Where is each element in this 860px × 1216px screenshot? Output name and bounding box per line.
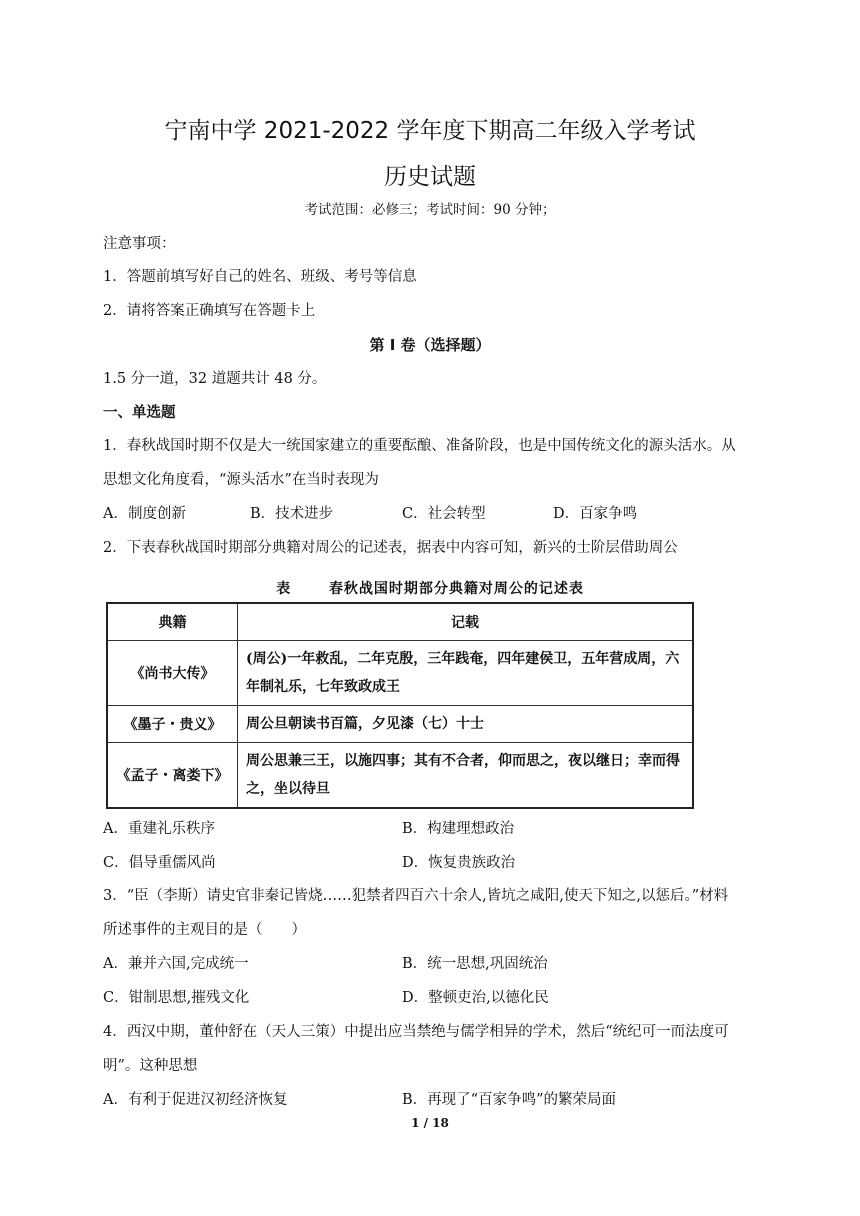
question-3-option-a: A．兼并六国,完成统一 [103, 956, 249, 972]
exam-subtitle: 历史试题 [384, 164, 476, 190]
question-type-heading: 一、单选题 [103, 405, 176, 421]
table-header-row [107, 603, 693, 641]
exam-info: 考试范围：必修三；考试时间：90 分钟； [304, 202, 556, 218]
table-cell-source: 《孟子・离娄下》 [107, 743, 238, 809]
record-table [106, 602, 694, 809]
exam-title: 宁南中学 2021-2022 学年度下期高二年级入学考试 [164, 118, 696, 144]
section-scoring: 1.5 分一道，32 道题共计 48 分。 [103, 371, 327, 387]
question-1-stem: 思想文化角度看，“源头活水”在当时表现为 [103, 472, 379, 488]
question-2-option-b: B．构建理想政治 [402, 821, 515, 837]
table-row [107, 706, 693, 743]
question-1-option-c: C．社会转型 [402, 506, 486, 522]
table-cell-source: 《尚书大传》 [107, 641, 238, 706]
table-caption [0, 578, 860, 598]
table-caption-label: 表 [276, 581, 292, 597]
question-2-stem: 2．下表春秋战国时期部分典籍对周公的记述表，据表中内容可知，新兴的士阶层借助周公 [103, 540, 678, 556]
section-title: 第 I 卷（选择题） [369, 336, 491, 354]
question-4-option-b: B．再现了“百家争鸣”的繁荣局面 [402, 1092, 616, 1108]
question-4-stem: 明”。这种思想 [103, 1058, 198, 1074]
table-row [107, 641, 693, 706]
page-number: 1 / 18 [411, 1116, 449, 1130]
question-3-option-d: D．整顿吏治,以德化民 [402, 990, 549, 1006]
question-1-option-b: B．技术进步 [250, 506, 334, 522]
notice-item: 2．请将答案正确填写在答题卡上 [103, 303, 316, 319]
table-caption-text: 春秋战国时期部分典籍对周公的记述表 [328, 581, 584, 597]
table-row [107, 743, 693, 809]
question-1-stem: 1．春秋战国时期不仅是大一统国家建立的重要酝酿、准备阶段，也是中国传统文化的源头活水。从 [103, 438, 736, 454]
table-header-record: 记载 [238, 603, 694, 641]
question-1-option-a: A．制度创新 [103, 506, 186, 522]
table-cell-record: 周公旦朝读书百篇，夕见漆（七）十士 [238, 706, 694, 743]
table-header-source: 典籍 [107, 603, 238, 641]
notice-item: 1．答题前填写好自己的姓名、班级、考号等信息 [103, 269, 417, 285]
table-cell-record: (周公)一年救乱，二年克殷，三年践奄，四年建侯卫，五年营成周，六年制礼乐，七年致政成王 [238, 641, 694, 706]
table-cell-record: 周公思兼三王，以施四事；其有不合者，仰而思之，夜以继日；幸而得之，坐以待旦 [238, 743, 694, 809]
question-3-stem: 3．“臣（李斯）请史官非秦记皆烧……犯禁者四百六十余人,皆坑之咸阳,使天下知之,以惩后。”材料 [103, 888, 729, 904]
question-2-option-d: D．恢复贵族政治 [402, 855, 516, 871]
question-1-option-d: D．百家争鸣 [553, 506, 638, 522]
question-4-option-a: A．有利于促进汉初经济恢复 [103, 1092, 288, 1108]
notice-heading: 注意事项： [103, 236, 176, 252]
question-2-option-c: C．倡导重儒风尚 [103, 855, 216, 871]
table-cell-source: 《墨子・贵义》 [107, 706, 238, 743]
question-3-stem: 所述事件的主观目的是（ ） [103, 922, 306, 938]
question-3-option-c: C．钳制思想,摧残文化 [103, 990, 250, 1006]
question-2-option-a: A．重建礼乐秩序 [103, 821, 215, 837]
question-3-option-b: B．统一思想,巩固统治 [402, 956, 548, 972]
question-4-stem: 4．西汉中期，董仲舒在（天人三策）中提出应当禁绝与儒学相异的学术，然后“统纪可一而法度可 [103, 1024, 729, 1040]
